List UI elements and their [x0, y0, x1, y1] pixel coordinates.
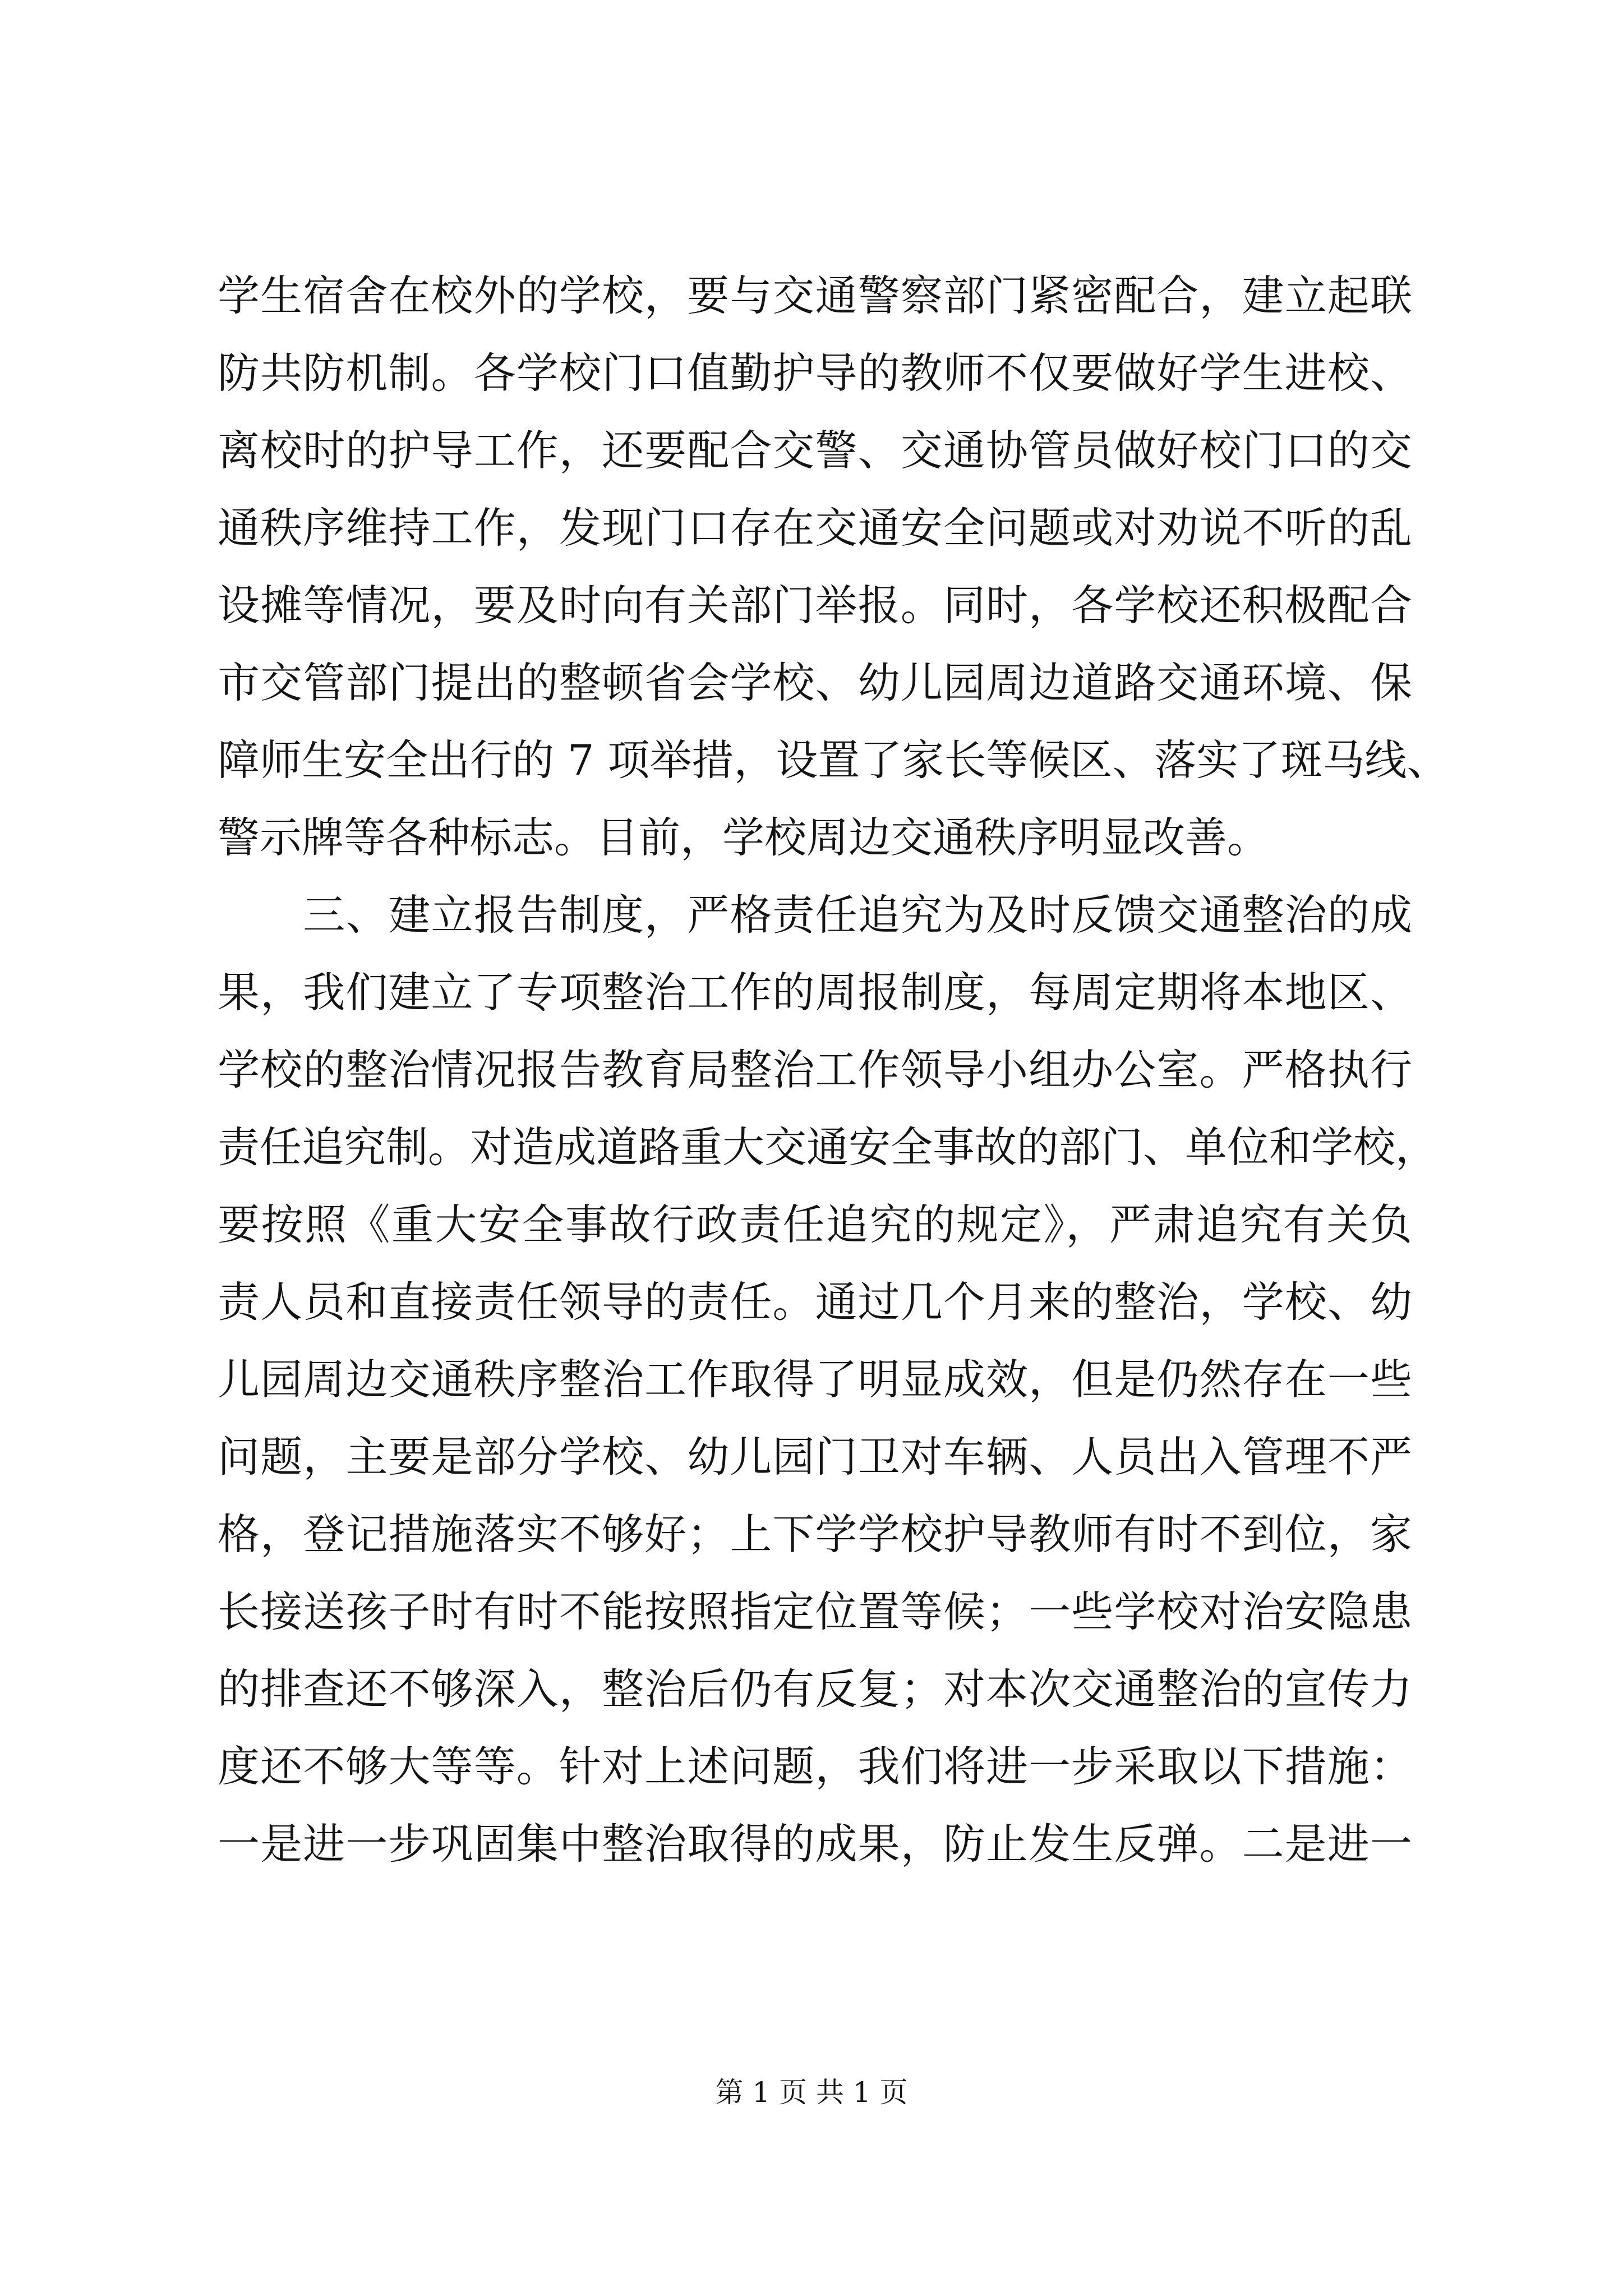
text-line-paragraph-start: 三、建立报告制度，严格责任追究为及时反馈交通整治的成 — [218, 890, 1412, 940]
body-text — [218, 257, 1449, 1883]
text-line: 学生宿舍在校外的学校，要与交通警察部门紧密配合，建立起联 — [218, 271, 1412, 320]
text-line: 离校时的护导工作，还要配合交警、交通协管员做好校门口的交 — [218, 426, 1412, 475]
text-line: 儿园周边交通秩序整治工作取得了明显成效，但是仍然存在一些 — [218, 1355, 1412, 1404]
text-line: 责任追究制。对造成道路重大交通安全事故的部门、单位和学校， — [218, 1122, 1438, 1172]
text-line: 责人员和直接责任领导的责任。通过几个月来的整治，学校、幼 — [218, 1277, 1412, 1327]
text-line: 的排查还不够深入，整治后仍有反复；对本次交通整治的宣传力 — [218, 1664, 1412, 1714]
text-line: 格，登记措施落实不够好；上下学学校护导教师有时不到位，家 — [218, 1510, 1412, 1559]
text-line: 要按照《重大安全事故行政责任追究的规定》，严肃追究有关负 — [218, 1200, 1412, 1249]
text-line: 通秩序维持工作，发现门口存在交通安全问题或对劝说不听的乱 — [218, 503, 1412, 553]
text-line: 障师生安全出行的 7 项举措，设置了家长等候区、落实了斑马线、 — [218, 735, 1449, 785]
text-line: 果，我们建立了专项整治工作的周报制度，每周定期将本地区、 — [218, 968, 1412, 1017]
page-number: 第 1 页 共 1 页 — [715, 2076, 908, 2109]
text-line-paragraph-end: 警示牌等各种标志。目前，学校周边交通秩序明显改善。 — [218, 813, 1270, 862]
text-line: 问题，主要是部分学校、幼儿园门卫对车辆、人员出入管理不严 — [218, 1432, 1412, 1481]
text-line: 市交管部门提出的整顿省会学校、幼儿园周边道路交通环境、保 — [218, 658, 1412, 707]
text-line: 学校的整治情况报告教育局整治工作领导小组办公室。严格执行 — [218, 1045, 1412, 1094]
text-line: 长接送孩子时有时不能按照指定位置等候；一些学校对治安隐患 — [218, 1587, 1412, 1636]
text-line: 度还不够大等等。针对上述问题，我们将进一步采取以下措施： — [218, 1742, 1412, 1791]
page-footer — [0, 2073, 1623, 2112]
text-line: 防共防机制。各学校门口值勤护导的教师不仅要做好学生进校、 — [218, 348, 1412, 398]
text-line: 设摊等情况，要及时向有关部门举报。同时，各学校还积极配合 — [218, 581, 1412, 630]
text-line: 一是进一步巩固集中整治取得的成果，防止发生反弹。二是进一 — [218, 1819, 1412, 1869]
